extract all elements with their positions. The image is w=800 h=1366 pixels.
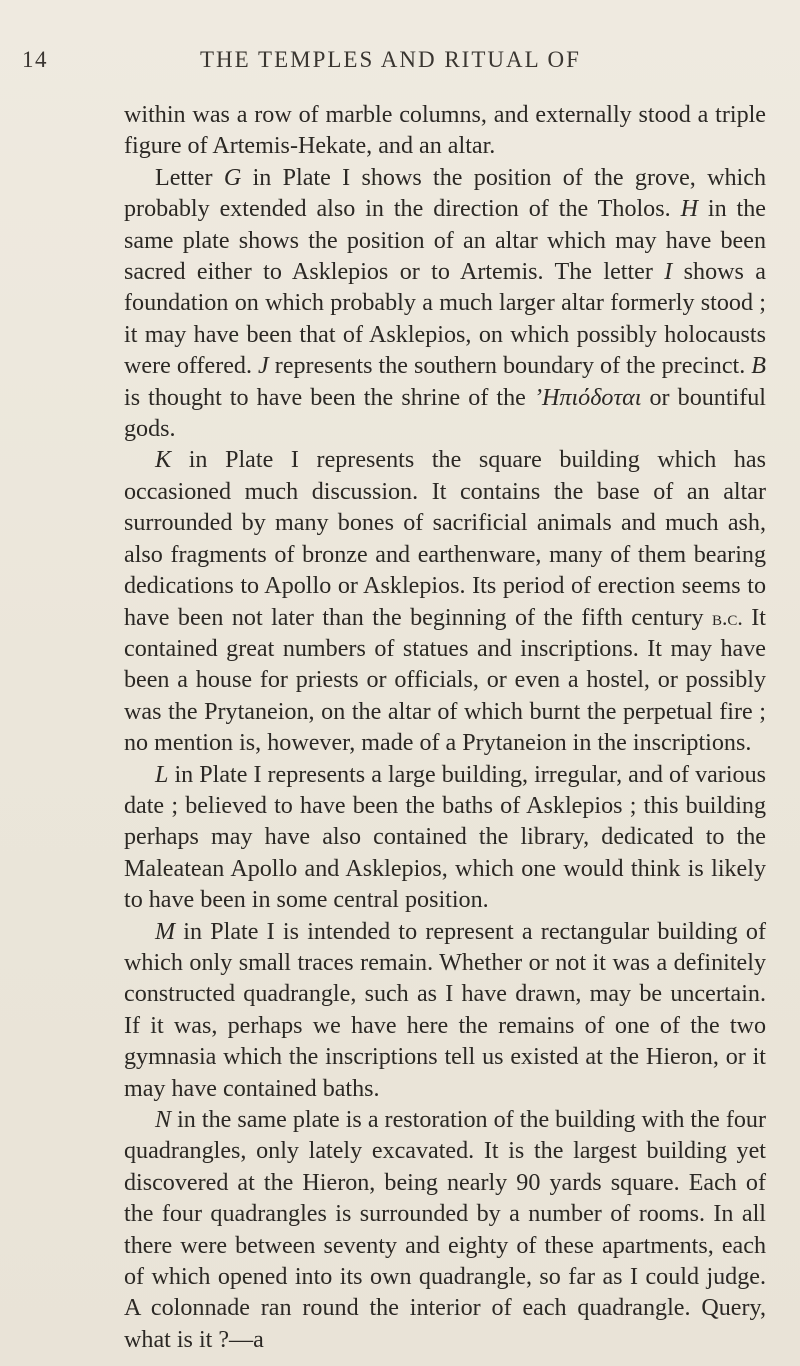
italic-run: B [751, 353, 766, 380]
text-run: represents the southern boundary of the precinct. [268, 353, 752, 380]
italic-run: L [155, 761, 169, 788]
italic-run: G [223, 164, 242, 191]
text-run: is thought to have been the shrine of the [124, 384, 534, 411]
text-run: It contained great numbers of statues and inscriptions. It may have been a house for priests or officials, or even a hostel, or possibly was the Prytaneion, on the altar of which burnt the perpetual fire ; no mention is, however, made of a Prytaneion in the inscriptions. [124, 604, 766, 757]
paragraph-6 [124, 1105, 766, 1356]
smallcaps-run: b.c. [711, 605, 743, 630]
italic-run: M [155, 918, 176, 945]
text-run: in Plate I is intended to represent a rectangular building of which only small traces remain. Whether or not it was a definitely constructed quadrangle, such as I have drawn, may be uncertain. If it was, perhaps we have here the remains of one of the two gymnasia which the inscriptions tell us existed at the Hieron, or it may have contained baths. [124, 918, 766, 1102]
paragraph-4 [124, 760, 766, 917]
text-run: shows a foundation on which probably a much larger altar formerly stood ; it may have been that of Asklepios, on which possibly holocausts were offered. [124, 259, 766, 380]
italic-run: H [680, 196, 698, 223]
text-run: in Plate I represents the square building which has occasioned much discussion. It contains the base of an altar surrounded by many bones of sacrificial animals and much ash, also fragments of bronze and earthenware, many of them bearing dedications to Apollo or Asklepios. Its period of erection seems to have been not later than the beginning of the fifth century [124, 447, 766, 631]
italic-run: ’Ηπιόδοται [533, 384, 642, 411]
text-run: in the same plate shows the position of an altar which may have been sacred either to Asklepios or to Artemis. The letter [124, 196, 766, 286]
text-run: in Plate I represents a large building, irregular, and of various date ; believed to have been the baths of Asklepios ; this building perhaps may have also contained the library, dedicated to the Maleatean Apollo and Asklepios, which one would think is likely to have been in some central position. [124, 761, 766, 914]
paragraph-1 [124, 100, 766, 163]
paragraph-2 [124, 163, 766, 446]
page-number: 14 [22, 47, 48, 72]
text-run: or bountiful gods. [124, 384, 766, 443]
paragraph-5 [124, 917, 766, 1105]
text-run: in Plate I shows the position of the grove, which probably extended also in the direction of the Tholos. [124, 164, 766, 223]
text-run: Letter [155, 164, 224, 191]
italic-run: K [155, 447, 172, 474]
running-head [22, 47, 782, 87]
italic-run: I [664, 259, 673, 286]
italic-run: N [155, 1107, 172, 1133]
paragraph-3 [124, 445, 766, 759]
body-text [124, 100, 766, 1356]
text-run: in the same plate is a restoration of the building with the four quadrangles, only lately excavated. It is the largest building yet discovered at the Hieron, being nearly 90 yards square. Each of the four quadrangles is surrounded by a number of rooms. In all there were between seventy and eighty of these apartments, each of which opened into its own quadrangle, so far as I could judge. A colonnade ran round the interior of each quadrangle. Query, what is it ?—a [124, 1107, 766, 1353]
running-title: THE TEMPLES AND RITUAL OF [200, 47, 581, 72]
text-run: within was a row of marble columns, and externally stood a triple figure of Artemis-Hekate, and an altar. [124, 102, 766, 160]
italic-run: J [258, 353, 269, 380]
